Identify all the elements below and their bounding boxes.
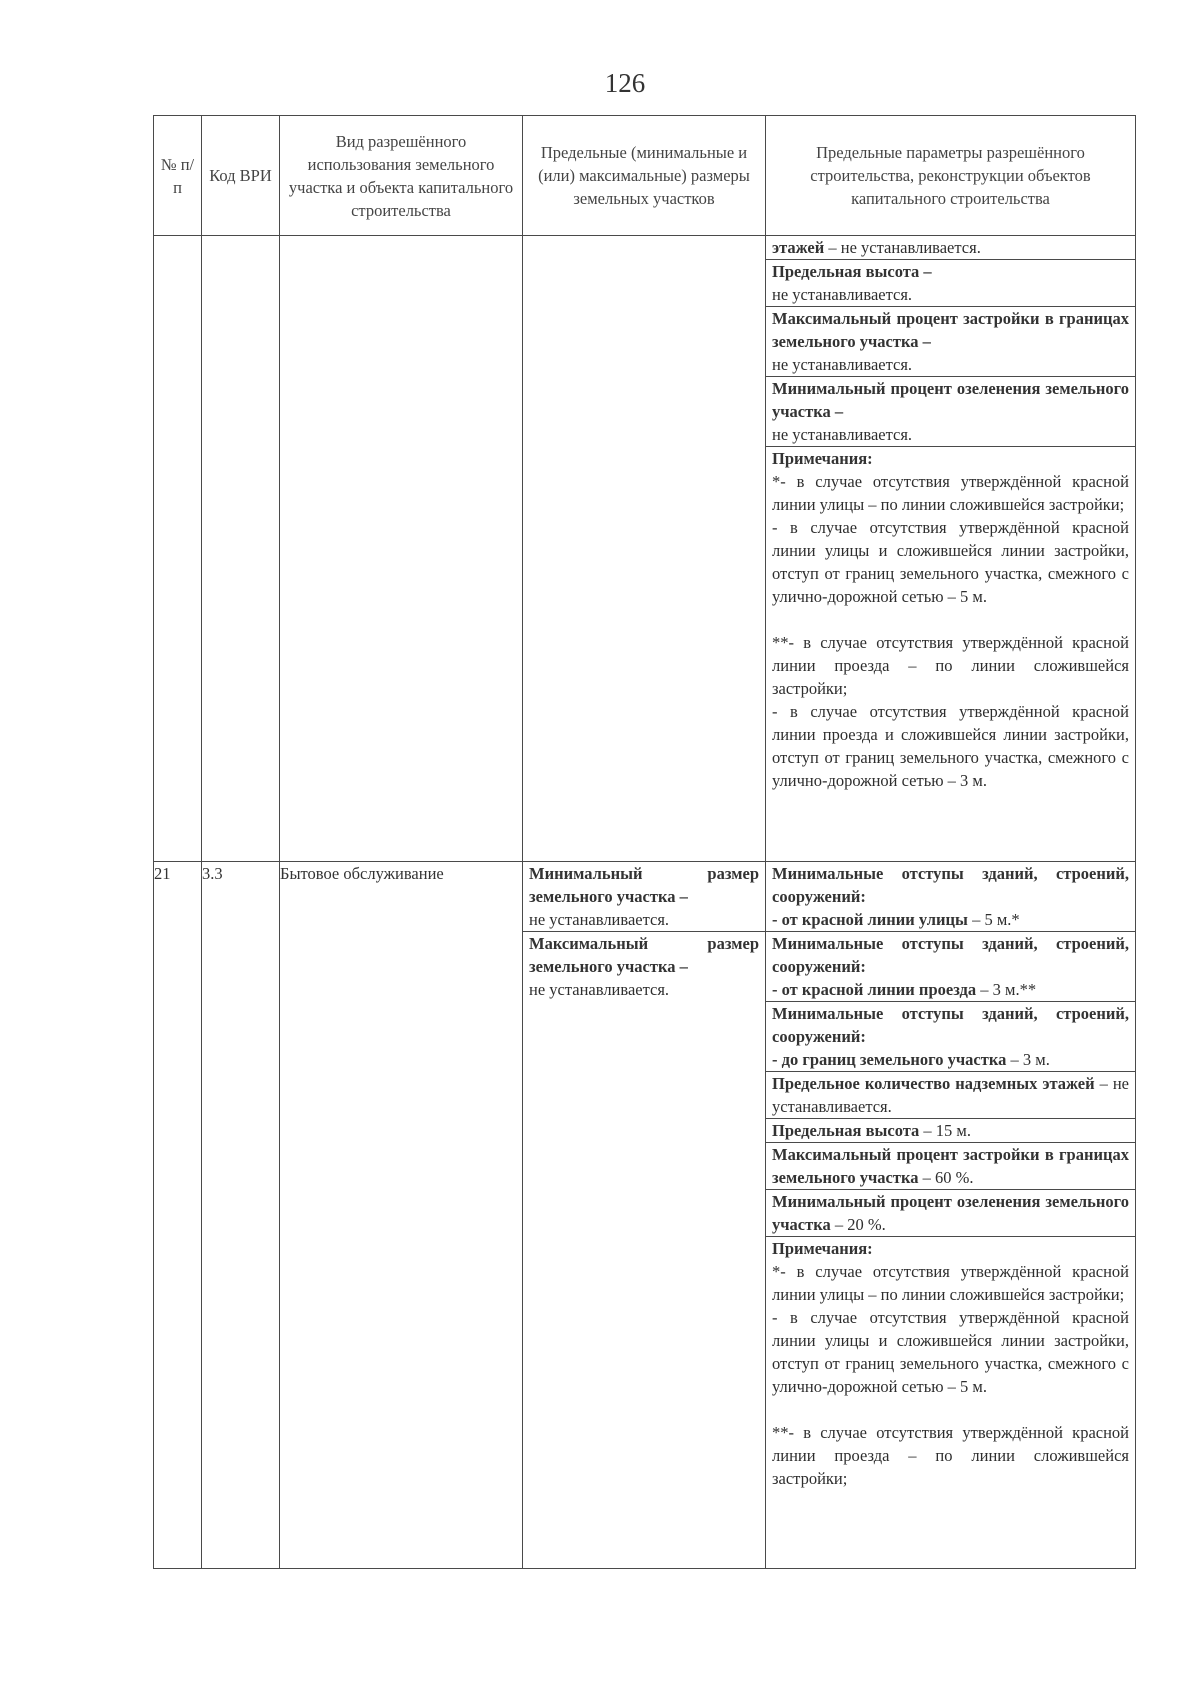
param-green-percent: Минимальный процент озеленения земельного участка – не устанавливается. — [766, 377, 1135, 447]
header-code: Код ВРИ — [202, 116, 280, 236]
table-header — [154, 116, 1136, 236]
param-setback-street: Минимальные отступы зданий, строений, сооружений: - от красной линии улицы – 5 м.* — [766, 862, 1135, 932]
cell-num: 21 — [154, 862, 202, 1569]
param-floors: этажей – не устанавливается. — [766, 236, 1135, 260]
header-num: № п/п — [154, 116, 202, 236]
cell-code: 3.3 — [202, 862, 280, 1569]
page-number: 126 — [604, 68, 646, 98]
header-sizes: Предельные (минимальные и (или) максимальные) размеры земельных участков — [523, 116, 766, 236]
param-notes: Примечания: *- в случае отсутствия утверждённой красной линии улицы – по линии сложившейся застройки; - в случае отсутствия утверждённой красной линии улицы и сложившейся линии застройки, отступ от границ земельного участка, смежного с улично-дорожной сетью – 5 м. **- в случае отсутствия утверждённой красной линии проезда – по линии сложившейся застройки; - в случае отсутствия утверждённой красной линии проезда и сложившейся линии застройки, отступ от границ земельного участка, смежного с улично-дорожной сетью – 3 м. — [772, 449, 1129, 790]
param-notes: Примечания: *- в случае отсутствия утверждённой красной линии улицы – по линии сложившейся застройки; - в случае отсутствия утверждённой красной линии улицы и сложившейся линии застройки, отступ от границ земельного участка, смежного с улично-дорожной сетью – 5 м. **- в случае отсутствия утверждённой красной линии проезда – по линии сложившейся застройки; — [772, 1239, 1129, 1488]
table-row — [154, 862, 1136, 1569]
cell-sizes — [523, 862, 766, 1569]
param-green-percent: Минимальный процент озеленения земельного участка – 20 %. — [766, 1190, 1135, 1237]
cell-kind: Бытовое обслуживание — [280, 862, 523, 1569]
param-height: Предельная высота – 15 м. — [766, 1119, 1135, 1143]
header-params: Предельные параметры разрешённого строительства, реконструкции объектов капитального строительства — [766, 116, 1136, 236]
cell-num — [154, 236, 202, 862]
cell-kind — [280, 236, 523, 862]
cell-code — [202, 236, 280, 862]
cell-sizes — [523, 236, 766, 862]
param-setback-driveway: Минимальные отступы зданий, строений, сооружений: - от красной линии проезда – 3 м.** — [766, 932, 1135, 1002]
table-row — [154, 236, 1136, 862]
param-built-percent: Максимальный процент застройки в границах земельного участка – не устанавливается. — [766, 307, 1135, 377]
param-floors: Предельное количество надземных этажей – не устанавливается. — [766, 1072, 1135, 1119]
cell-params — [766, 862, 1136, 1569]
cell-params — [766, 236, 1136, 862]
param-height: Предельная высота – не устанавливается. — [766, 260, 1135, 307]
land-use-table — [153, 115, 1136, 1569]
param-setback-boundary: Минимальные отступы зданий, строений, сооружений: - до границ земельного участка – 3 м. — [766, 1002, 1135, 1072]
size-min: Минимальный размер земельного участка – не устанавливается. — [523, 862, 765, 932]
param-built-percent: Максимальный процент застройки в границах земельного участка – 60 %. — [766, 1143, 1135, 1190]
size-max: Максимальный размер земельного участка – не устанавливается. — [529, 934, 759, 999]
header-kind: Вид разрешённого использования земельного участка и объекта капитального строительства — [280, 116, 523, 236]
